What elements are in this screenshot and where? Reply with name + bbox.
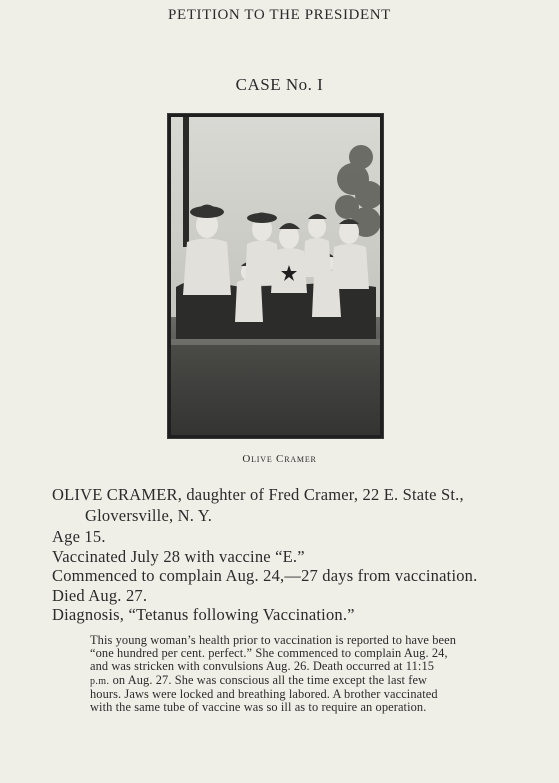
record-commenced: Commenced to complain Aug. 24,—27 days from vaccination. [52, 566, 478, 585]
record-diagnosis: Diagnosis, “Tetanus following Vaccination.” [52, 605, 355, 624]
narrative-line [90, 674, 510, 688]
narrative-line: “one hundred per cent. perfect.” She commenced to complain Aug. 24, [90, 646, 448, 661]
record-name-line-2: Gloversville, N. Y. [85, 506, 213, 525]
photo-caption: Olive Cramer [242, 453, 317, 465]
narrative-line: with the same tube of vaccine was so ill as to require an operation. [90, 700, 427, 715]
narrative-line: This young woman’s health prior to vaccination is reported to have been [90, 633, 456, 647]
record-vaccinated: Vaccinated July 28 with vaccine “E.” [52, 547, 305, 566]
group-portrait-image [171, 117, 380, 435]
record-name-line-1: OLIVE CRAMER, daughter of Fred Cramer, 22 E. State St., [52, 485, 464, 504]
narrative-line: hours. Jaws were locked and breathing labored. A brother vaccinated [90, 686, 438, 701]
record-died: Died Aug. 27. [52, 586, 148, 605]
case-narrative [90, 634, 510, 714]
narrative-line: and was stricken with convulsions Aug. 26. Death occurred at 11:15 [90, 659, 435, 674]
running-head: PETITION TO THE PRESIDENT [168, 7, 391, 23]
record-age: Age 15. [52, 527, 106, 546]
case-title: CASE No. I [235, 75, 324, 94]
photograph [167, 113, 384, 439]
narrative-pm: p.m. [90, 675, 110, 687]
narrative-line-rest: on Aug. 27. She was conscious all the time except the last few [109, 672, 428, 687]
